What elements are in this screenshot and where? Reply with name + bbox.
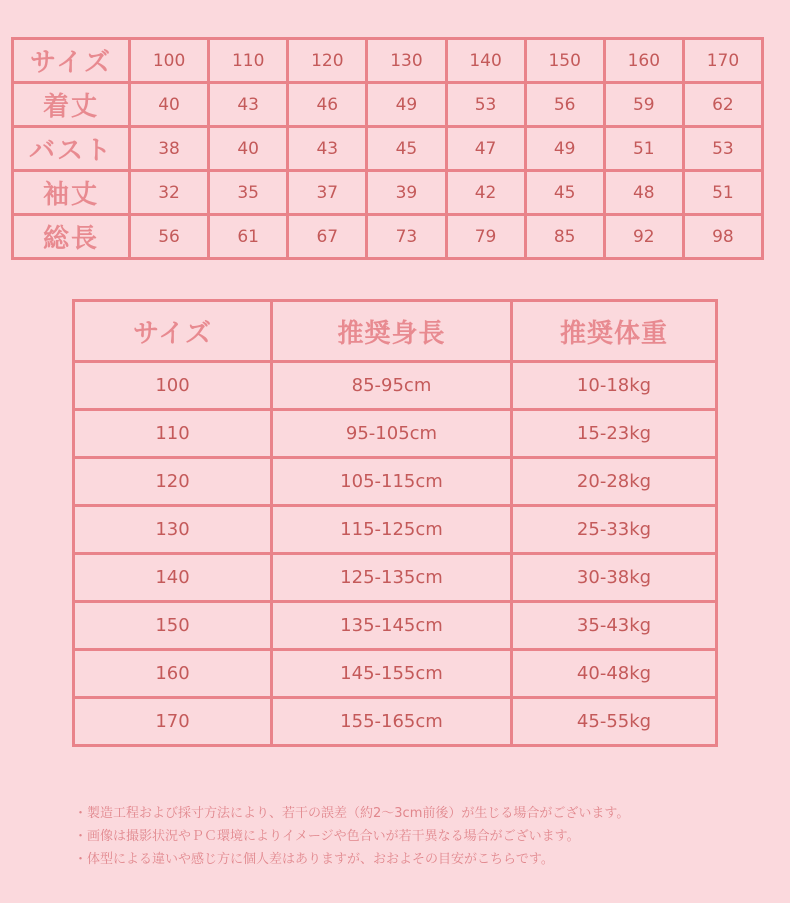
weight-cell: 20-28kg [512,458,717,506]
measurement-cell: 45 [367,127,446,171]
weight-cell: 30-38kg [512,554,717,602]
measurement-cell: 85 [525,215,604,259]
size-cell: 150 [74,602,272,650]
column-header: サイズ [74,301,272,362]
height-cell: 135-145cm [272,602,512,650]
table-row [74,554,717,602]
size-table-body [13,39,763,259]
measurement-row [13,215,763,259]
height-cell: 155-165cm [272,698,512,746]
measurement-cell: 42 [446,171,525,215]
measurement-cell: 73 [367,215,446,259]
height-cell: 95-105cm [272,410,512,458]
measurement-row [13,83,763,127]
size-label: 160 [604,39,683,83]
height-cell: 105-115cm [272,458,512,506]
size-label: 150 [525,39,604,83]
measurement-cell: 38 [130,127,209,171]
size-cell: 100 [74,362,272,410]
size-cell: 170 [74,698,272,746]
measurement-cell: 59 [604,83,683,127]
measurement-cell: 79 [446,215,525,259]
note-item: ・体型による違いや感じ方に個人差はありますが、おおよその目安がこちらです。 [74,852,554,867]
size-label: 140 [446,39,525,83]
table-row [74,650,717,698]
height-cell: 125-135cm [272,554,512,602]
row-label: 総長 [13,215,130,259]
table-row [74,362,717,410]
height-cell: 145-155cm [272,650,512,698]
measurement-cell: 35 [209,171,288,215]
size-label: 170 [683,39,762,83]
weight-cell: 15-23kg [512,410,717,458]
size-label: 130 [367,39,446,83]
table-row [74,698,717,746]
table-row [74,506,717,554]
size-label: 120 [288,39,367,83]
weight-cell: 45-55kg [512,698,717,746]
measurement-row [13,171,763,215]
size-cell: 130 [74,506,272,554]
measurement-cell: 92 [604,215,683,259]
notes-list [74,802,629,871]
size-label: 100 [130,39,209,83]
measurement-cell: 39 [367,171,446,215]
weight-cell: 10-18kg [512,362,717,410]
measurement-cell: 56 [130,215,209,259]
height-cell: 85-95cm [272,362,512,410]
weight-cell: 40-48kg [512,650,717,698]
measurement-row [13,127,763,171]
measurement-cell: 49 [367,83,446,127]
measurement-cell: 40 [209,127,288,171]
weight-cell: 35-43kg [512,602,717,650]
height-cell: 115-125cm [272,506,512,554]
note-item: ・画像は撮影状況やＰＣ環境によりイメージや色合いが若干異なる場合がございます。 [74,829,580,844]
table-row [74,602,717,650]
measurement-cell: 98 [683,215,762,259]
measurement-cell: 56 [525,83,604,127]
measurement-cell: 40 [130,83,209,127]
measurement-cell: 48 [604,171,683,215]
measurement-cell: 46 [288,83,367,127]
column-header: 推奨身長 [272,301,512,362]
size-measurement-table [11,37,764,260]
measurement-cell: 49 [525,127,604,171]
measurement-cell: 32 [130,171,209,215]
size-label: 110 [209,39,288,83]
measurement-cell: 47 [446,127,525,171]
measurement-cell: 53 [683,127,762,171]
measurement-cell: 53 [446,83,525,127]
row-label: 袖丈 [13,171,130,215]
recommended-table-header-row [74,301,717,362]
note-item: ・製造工程および採寸方法により、若干の誤差（約2〜3cm前後）が生じる場合がございます。 [74,806,630,821]
weight-cell: 25-33kg [512,506,717,554]
measurement-cell: 43 [209,83,288,127]
size-cell: 160 [74,650,272,698]
size-cell: 140 [74,554,272,602]
row-label: 着丈 [13,83,130,127]
table-row [74,410,717,458]
row-label: サイズ [13,39,130,83]
measurement-cell: 43 [288,127,367,171]
size-header-row [13,39,763,83]
measurement-cell: 51 [683,171,762,215]
row-label: バスト [13,127,130,171]
recommended-size-table [72,299,718,747]
size-cell: 110 [74,410,272,458]
measurement-cell: 45 [525,171,604,215]
recommended-table-body [74,362,717,746]
measurement-cell: 67 [288,215,367,259]
measurement-cell: 37 [288,171,367,215]
measurement-cell: 62 [683,83,762,127]
size-cell: 120 [74,458,272,506]
measurement-cell: 51 [604,127,683,171]
measurement-cell: 61 [209,215,288,259]
table-row [74,458,717,506]
column-header: 推奨体重 [512,301,717,362]
